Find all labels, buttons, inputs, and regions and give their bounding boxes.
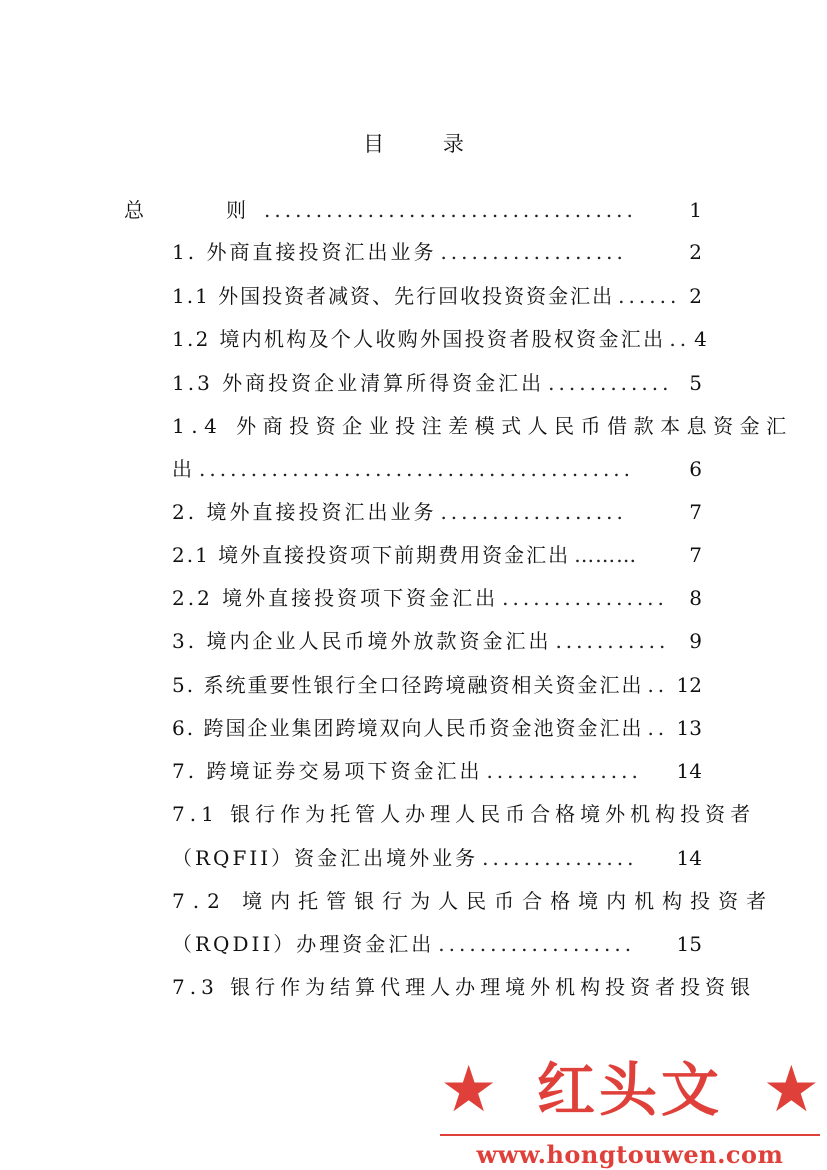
toc-entry-text: 5. 系统重要性银行全口径跨境融资相关资金汇出 — [172, 673, 644, 697]
toc-leader-dots: ........... — [555, 629, 670, 653]
hongtouwen-watermark — [440, 1050, 820, 1169]
star-icon: ★ — [762, 1053, 820, 1127]
toc-page-number: 7 — [689, 543, 702, 567]
toc-entry-2[interactable] — [172, 497, 702, 527]
toc-leader-dots: ……… — [574, 543, 638, 567]
toc-entry-7-2-cont[interactable] — [172, 929, 702, 959]
toc-entry-text: 7. 跨境证券交易项下资金汇出 — [172, 759, 483, 783]
watermark-url: www.hongtouwen.com — [476, 1140, 784, 1169]
watermark-logo — [440, 1050, 820, 1130]
toc-entry-text: （RQDII）办理资金汇出 — [172, 932, 435, 956]
toc-entry-text: 2. 境外直接投资汇出业务 — [172, 500, 437, 524]
toc-page-number: 7 — [689, 500, 702, 524]
toc-entry-7[interactable] — [172, 756, 702, 786]
watermark-brand: 红头文 — [536, 1056, 723, 1124]
toc-entry-text: 1.4 外商投资企业投注差模式人民币借款本息资金汇 — [172, 414, 793, 438]
toc-entry-2-2[interactable] — [172, 583, 702, 613]
toc-leader-dots: .. — [647, 716, 669, 740]
toc-entry-text: 2.1 境外直接投资项下前期费用资金汇出 — [172, 543, 571, 567]
toc-entry-6[interactable] — [172, 713, 702, 743]
toc-page-number: 13 — [676, 716, 702, 740]
toc-entry-text: （RQFII）资金汇出境外业务 — [172, 846, 479, 870]
toc-entry-1-3[interactable] — [172, 368, 702, 398]
toc-leader-dots: ............... — [486, 759, 642, 783]
toc-title: 目 录 — [363, 132, 490, 156]
toc-entry-3[interactable] — [172, 626, 702, 656]
toc-leader-dots: .. — [669, 327, 691, 351]
toc-entry-1-4[interactable] — [172, 411, 793, 441]
toc-entry-general[interactable] — [124, 195, 702, 225]
toc-entry-5[interactable] — [172, 670, 702, 700]
toc-leader-dots: ................... — [438, 932, 636, 956]
toc-entry-text: 3. 境内企业人民币境外放款资金汇出 — [172, 629, 552, 653]
toc-entry-1-1[interactable] — [172, 281, 702, 311]
toc-page-number: 5 — [689, 371, 702, 395]
toc-page-number: 14 — [676, 759, 702, 783]
toc-page-number: 8 — [689, 586, 702, 610]
toc-leader-dots: ............ — [548, 371, 673, 395]
toc-leader-dots: .................. — [440, 240, 627, 264]
toc-entry-1[interactable] — [172, 237, 702, 267]
toc-entry-7-2[interactable] — [172, 886, 775, 916]
toc-page-number: 6 — [689, 457, 702, 481]
toc-leader-dots: ................ — [502, 586, 668, 610]
toc-page-number: 2 — [689, 240, 702, 264]
toc-entry-text: 7.2 境内托管银行为人民币合格境内机构投资者 — [172, 889, 775, 913]
toc-entry-1-4-cont[interactable] — [172, 454, 702, 484]
toc-page-number: 14 — [676, 846, 702, 870]
toc-leader-dots: .................. — [440, 500, 627, 524]
star-icon: ★ — [440, 1053, 498, 1127]
toc-page-number: 1 — [689, 198, 702, 222]
toc-entry-text: 7.3 银行作为结算代理人办理境外机构投资者投资银 — [172, 975, 756, 999]
toc-page-number: 9 — [689, 629, 702, 653]
toc-entry-text: 1.2 境内机构及个人收购外国投资者股权资金汇出 — [172, 327, 666, 351]
toc-entry-text: 1.1 外国投资者减资、先行回收投资资金汇出 — [172, 284, 615, 308]
toc-leader-dots: .......................................... — [199, 457, 635, 481]
toc-entry-text: 总 则 — [124, 198, 260, 222]
toc-leader-dots: .................................... — [264, 198, 637, 222]
toc-entry-7-3[interactable] — [172, 972, 756, 1002]
toc-entry-text: 6. 跨国企业集团跨境双向人民币资金池资金汇出 — [172, 716, 644, 740]
toc-page-number: 2 — [689, 284, 702, 308]
toc-leader-dots: ...... — [618, 284, 681, 308]
toc-page-number: 15 — [676, 932, 702, 956]
toc-entry-text: 7.1 银行作为托管人办理人民币合格境外机构投资者 — [172, 802, 756, 826]
toc-page-number: 4 — [694, 327, 707, 351]
toc-entry-text: 1.3 外商投资企业清算所得资金汇出 — [172, 371, 545, 395]
toc-entry-7-1-cont[interactable] — [172, 843, 702, 873]
toc-leader-dots: .. — [647, 673, 669, 697]
toc-page-number: 12 — [676, 673, 702, 697]
toc-entry-2-1[interactable] — [172, 540, 702, 570]
toc-entry-7-1[interactable] — [172, 799, 756, 829]
watermark-divider — [440, 1134, 820, 1136]
toc-entry-text: 2.2 境外直接投资项下资金汇出 — [172, 586, 499, 610]
toc-leader-dots: ............... — [482, 846, 638, 870]
toc-entry-text: 出 — [172, 457, 195, 481]
toc-entry-text: 1. 外商直接投资汇出业务 — [172, 240, 437, 264]
toc-entry-1-2[interactable] — [172, 324, 707, 354]
